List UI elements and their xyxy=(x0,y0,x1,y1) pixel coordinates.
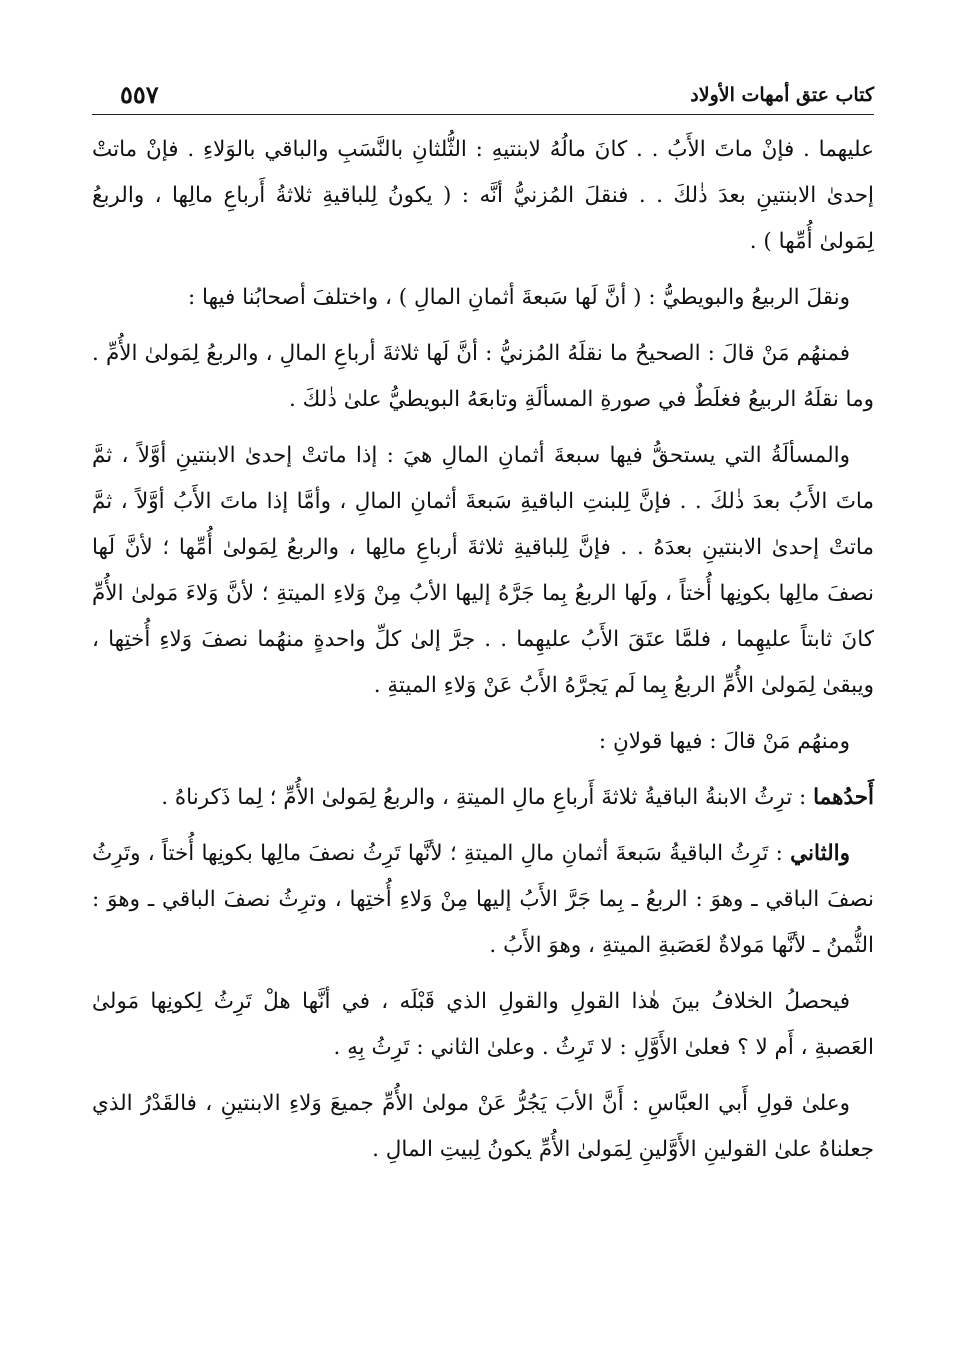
paragraph-text: والمسألَةُ التي يستحقُّ فيها سبعةَ أثمانِ المالِ هيَ : إذا ماتتْ إحدىٰ الابنتينِ أوَّلاً ، ثمَّ ماتَ الأَبُ بعدَ ذٰلكَ . . فإنَّ لِلبنتِ الباقيةِ سَبعةَ أثمانِ المالِ ، وأمَّا إذا ماتَ الأَبُ أوَّلاً ، ثمَّ ماتتْ إحدىٰ الابنتينِ بعدَهُ . . فإنَّ لِلباقيةِ ثلاثةَ أرباعِ مالِها ، والربعُ لِمَولىٰ أُمِّها ؛ لأنَّ لَها نصفَ مالِها بكونِها أُختاً ، ولَها الربعُ بِما جَرَّهُ إليها الأبُ مِنْ وَلاءِ الميتةِ ؛ لأنَّ وَلاءَ مَولىٰ الأُمِّ كانَ ثابتاً عليهِما ، فلمَّا عتَقَ الأَبُ عليهِما . . جرَّ إلىٰ كلِّ واحدةٍ منهُما نصفَ وَلاءِ أُختِها ، ويبقىٰ لِمَولىٰ الأُمِّ الربعُ بِما لَم يَجرَّهُ الأَبُ عَنْ وَلاءِ الميتةِ . xyxy=(92,443,874,698)
paragraph-text: : تَرِثُ الباقيةُ سَبعةَ أثمانِ مالِ الميتةِ ؛ لأنَّها تَرِثُ نصفَ مالِها بكونِها أُختاً ، وتَرِثُ نصفَ الباقي ـ وهوَ : الربعُ ـ بِما جَرَّ الأَبُ إليها مِنْ وَلاءِ أُختِها ، وترِثُ نصفَ الباقي ـ وهوَ : الثُّمنُ ـ لأنَّها مَولاةٌ لعَصَبةِ الميتةِ ، وهوَ الأَبُ . xyxy=(92,841,874,958)
page-header xyxy=(92,80,874,115)
running-title: كتاب عتق أمهات الأولاد xyxy=(690,84,874,106)
page-number: ٥٥٧ xyxy=(120,80,159,109)
paragraph xyxy=(92,831,874,969)
paragraph xyxy=(92,979,874,1071)
paragraph xyxy=(92,433,874,709)
paragraph xyxy=(92,1081,874,1173)
paragraph xyxy=(92,775,874,821)
page-body xyxy=(92,127,874,1173)
paragraph xyxy=(92,127,874,265)
paragraph-text: عليهما . فإنْ ماتَ الأَبُ . . كانَ مالُهُ لابنتيهِ : الثُّلثانِ بالنَّسَبِ والباقي بالوَلاءِ . فإنْ ماتتْ إحدىٰ الابنتينِ بعدَ ذٰلكَ . . فنقلَ المُزنيُّ أنَّه : ( يكونُ لِلباقيةِ ثلاثةُ أَرباعِ مالِها ، والربعُ لِمَولىٰ أُمِّها ) . xyxy=(92,137,874,254)
paragraph xyxy=(92,331,874,423)
paragraph-text: : ترِثُ الابنةُ الباقيةُ ثلاثةَ أَرباعِ مالِ الميتةِ ، والربعُ لِمَولىٰ الأُمِّ ؛ لِما ذَكرناهُ . xyxy=(161,785,814,810)
paragraph-lead: أَحدُهما xyxy=(813,785,874,810)
paragraph-text: ومنهُم مَنْ قالَ : فيها قولانِ : xyxy=(598,729,850,754)
paragraph-text: فمنهُم مَنْ قالَ : الصحيحُ ما نقلَهُ المُزنيُّ : أنَّ لَها ثلاثةَ أرباعِ المالِ ، والربعُ لِمَولىٰ الأُمِّ . وما نقلَهُ الربيعُ فغلَطٌ في صورةِ المسألَةِ وتابعَهُ البويطيُّ علىٰ ذٰلكَ . xyxy=(92,341,874,412)
book-page xyxy=(92,80,874,1330)
paragraph xyxy=(92,719,874,765)
paragraph-text: وعلىٰ قولِ أَبي العبَّاسِ : أَنَّ الأبَ يَجُرُّ عَنْ مولىٰ الأُمِّ جميعَ وَلاءِ الابنتينِ ، فالقَدْرُ الذي جعلناهُ علىٰ القولينِ الأَوَّلينِ لِمَولىٰ الأُمِّ يكونُ لِبيتِ المالِ . xyxy=(92,1091,874,1162)
paragraph-text: فيحصلُ الخلافُ بينَ هٰذا القولِ والقولِ الذي قَبْلَه ، في أنَّها هلْ تَرِثُ لِكونِها مَولىٰ العَصبةِ ، أَم لا ؟ فعلىٰ الأَوَّلِ : لا تَرِثُ . وعلىٰ الثاني : تَرِثُ بِهِ . xyxy=(92,989,874,1060)
paragraph-text: ونقلَ الربيعُ والبويطيُّ : ( أنَّ لَها سَبعةَ أثمانِ المالِ ) ، واختلفَ أصحابُنا فيها : xyxy=(187,285,850,310)
paragraph-lead: والثاني xyxy=(790,841,850,866)
paragraph xyxy=(92,275,874,321)
